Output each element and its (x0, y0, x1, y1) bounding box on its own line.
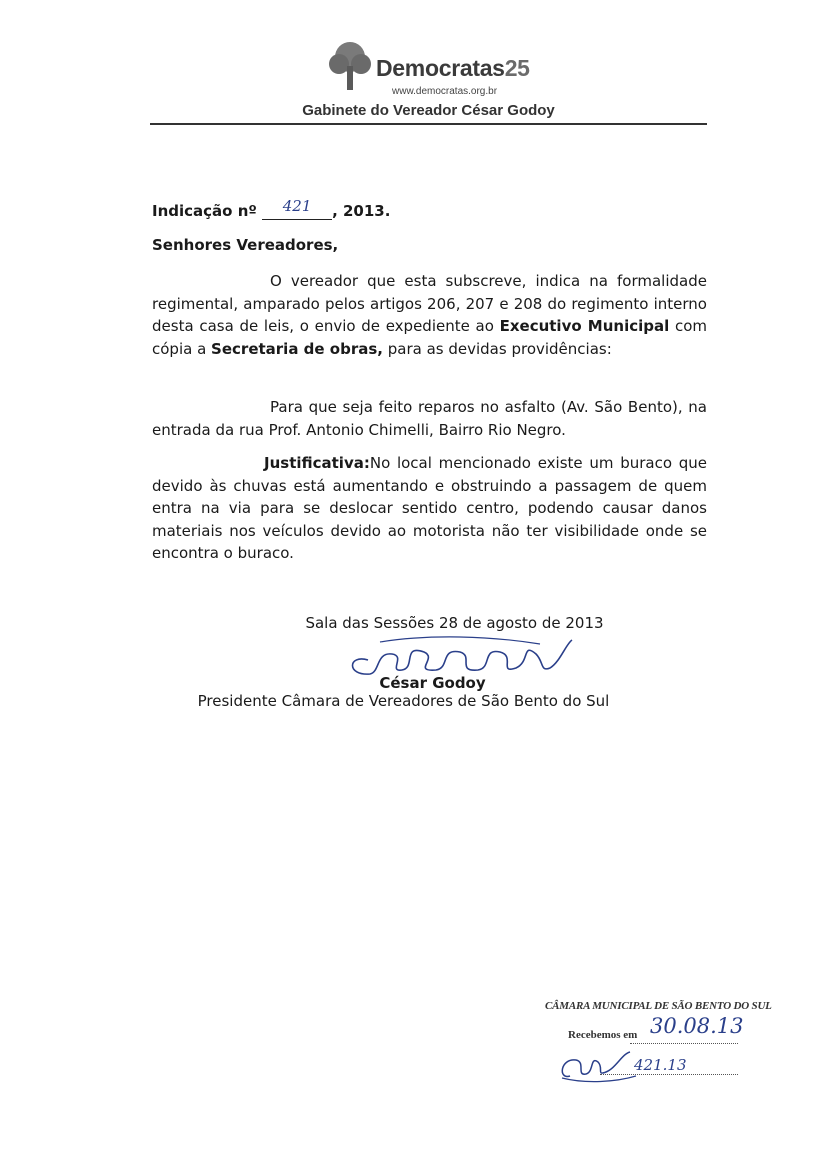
website: www.democratas.org.br (392, 86, 498, 97)
signer-title: Presidente Câmara de Vereadores de São Bento do Sul (197, 692, 610, 710)
paragraph-purpose: Para que seja feito reparos no asfalto (Av. São Bento), na entrada da rua Prof. Antonio Chimelli, Bairro Rio Negro. (152, 398, 707, 439)
indication-heading: Indicação nº 421 , 2013. (152, 197, 391, 220)
stamp-protocol-number: 421.13 (634, 1056, 687, 1074)
stamp-received-label: Recebemos em (568, 1029, 638, 1041)
initials-mark (556, 1046, 638, 1086)
stamp-date-line (630, 1043, 738, 1044)
stamp-title: CÂMARA MUNICIPAL DE SÃO BENTO DO SUL (545, 1000, 772, 1012)
header-divider (150, 123, 707, 125)
signer-name: César Godoy (379, 674, 486, 692)
salutation: Senhores Vereadores, (152, 236, 339, 254)
place-date: Sala das Sessões 28 de agosto de 2013 (305, 614, 604, 632)
paragraph-request: O vereador que esta subscreve, indica na formalidade regimental, amparado pelos artigos 206, 207 e 208 do regimento interno desta casa de leis, o envio de expediente ao Executivo Municipal com cópia a Secretaria de obras, para as devidas providências: (152, 272, 707, 358)
brand-name: Democratas25 (376, 55, 530, 81)
cabinet-title: Gabinete do Vereador César Godoy (302, 102, 555, 119)
tree-logo-icon (327, 40, 373, 92)
indication-number-field: 421 (262, 201, 332, 220)
paragraph-justification: Justificativa:No local mencionado existe um buraco que devido às chuvas está aumentando e obstruindo a passagem de quem entra na via para se deslocar sentido centro, podendo causar danos materiais nos veículos devido ao motorista não ter visibilidade onde se encontra o buraco. (152, 454, 707, 562)
stamp-protocol-line (600, 1074, 738, 1075)
stamp-received-date: 30.08.13 (650, 1014, 744, 1038)
